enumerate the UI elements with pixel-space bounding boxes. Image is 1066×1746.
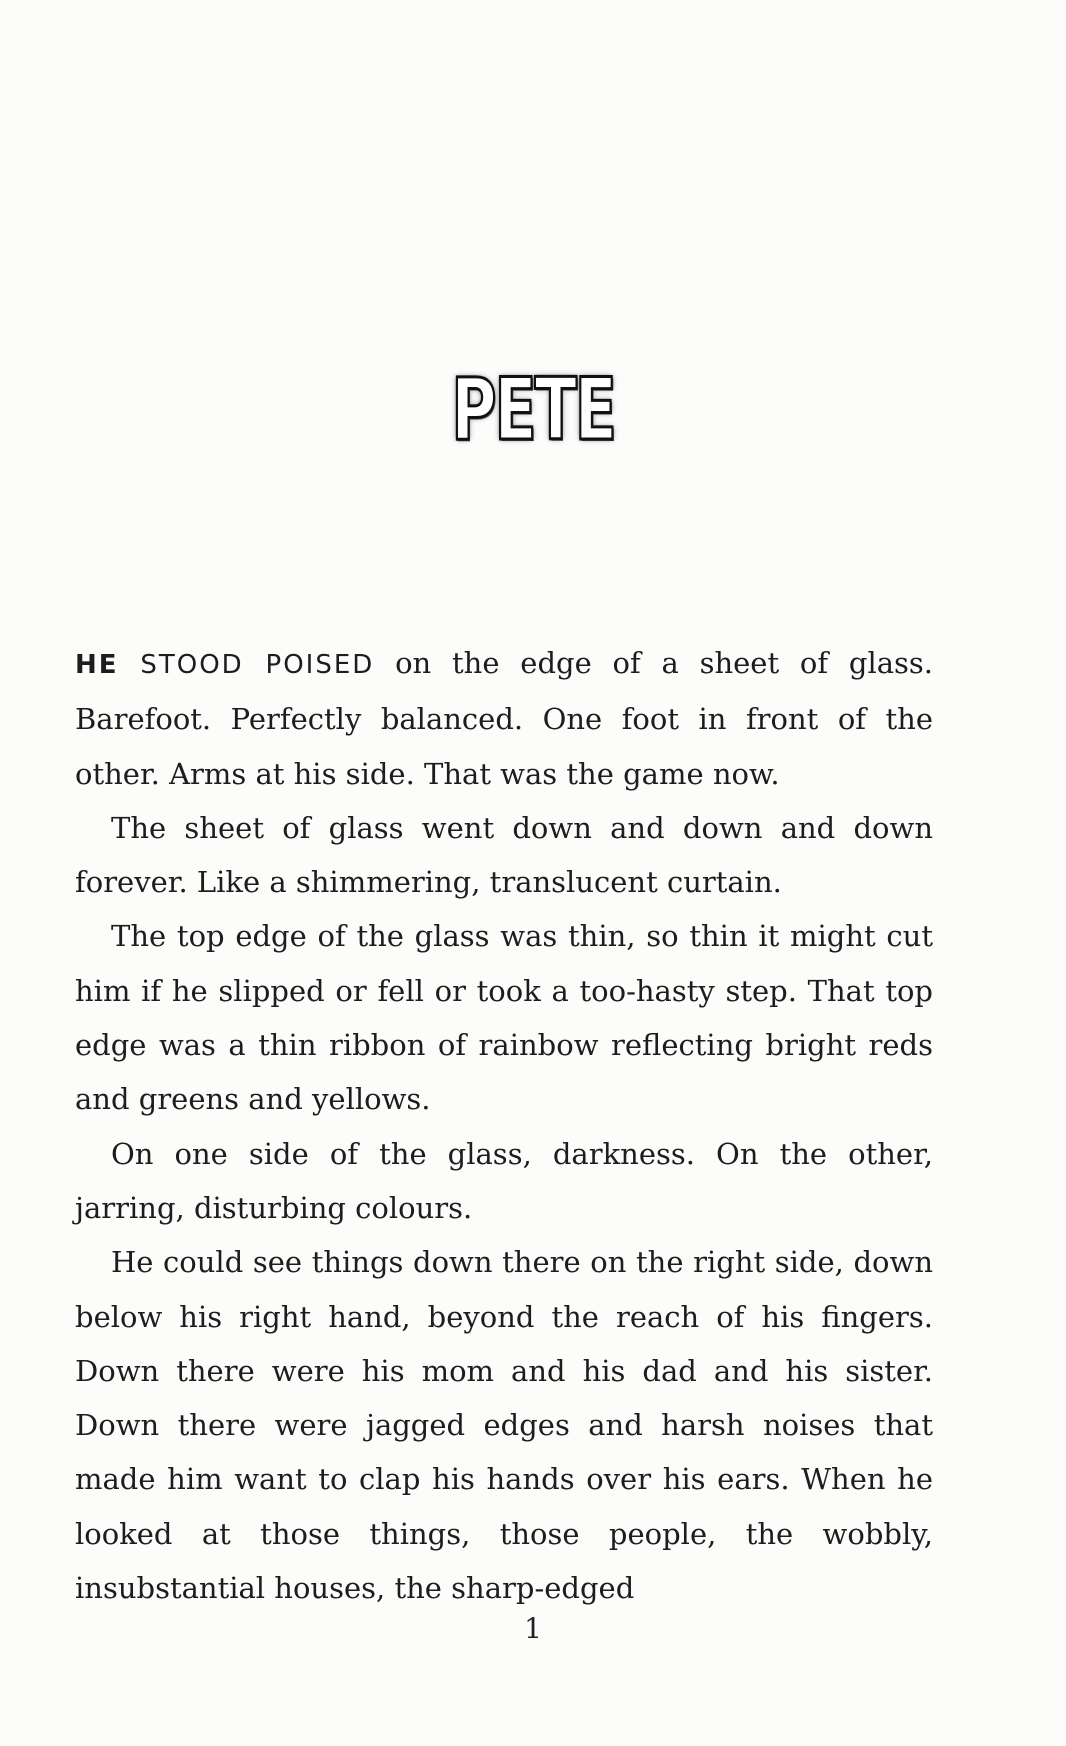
chapter-body [75, 636, 933, 1615]
paragraph-3: The top edge of the glass was thin, so thin it might cut him if he slipped or fell or took a too-hasty step. That top edge was a thin ribbon of rainbow reflecting bright reds and greens and yellows. [75, 919, 933, 1117]
lead-in-rest: STOOD POISED [118, 650, 375, 680]
paragraph-1 [75, 636, 933, 801]
lead-in-bold: HE [75, 650, 119, 680]
lead-in [75, 650, 374, 680]
page-number: 1 [524, 1612, 542, 1645]
chapter-title: PETE [451, 360, 615, 460]
paragraph-1-text: on the edge of a sheet of glass. Barefoot. Perfectly balanced. One foot in front of the other. Arms at his side. That was the game now. [75, 646, 933, 791]
paragraph-4: On one side of the glass, darkness. On the other, jarring, disturbing colours. [75, 1136, 933, 1225]
paragraph-5: He could see things down there on the right side, down below his right hand, beyond the reach of his fingers. Down there were his mom and his dad and his sister. Down there were jagged edges and harsh noises that made him want to clap his hands over his ears. When he looked at those things, those people, the wobbly, insubstantial houses, the sharp-edged [75, 1245, 933, 1606]
paragraph-2: The sheet of glass went down and down and down forever. Like a shimmering, translucent curtain. [75, 810, 933, 900]
